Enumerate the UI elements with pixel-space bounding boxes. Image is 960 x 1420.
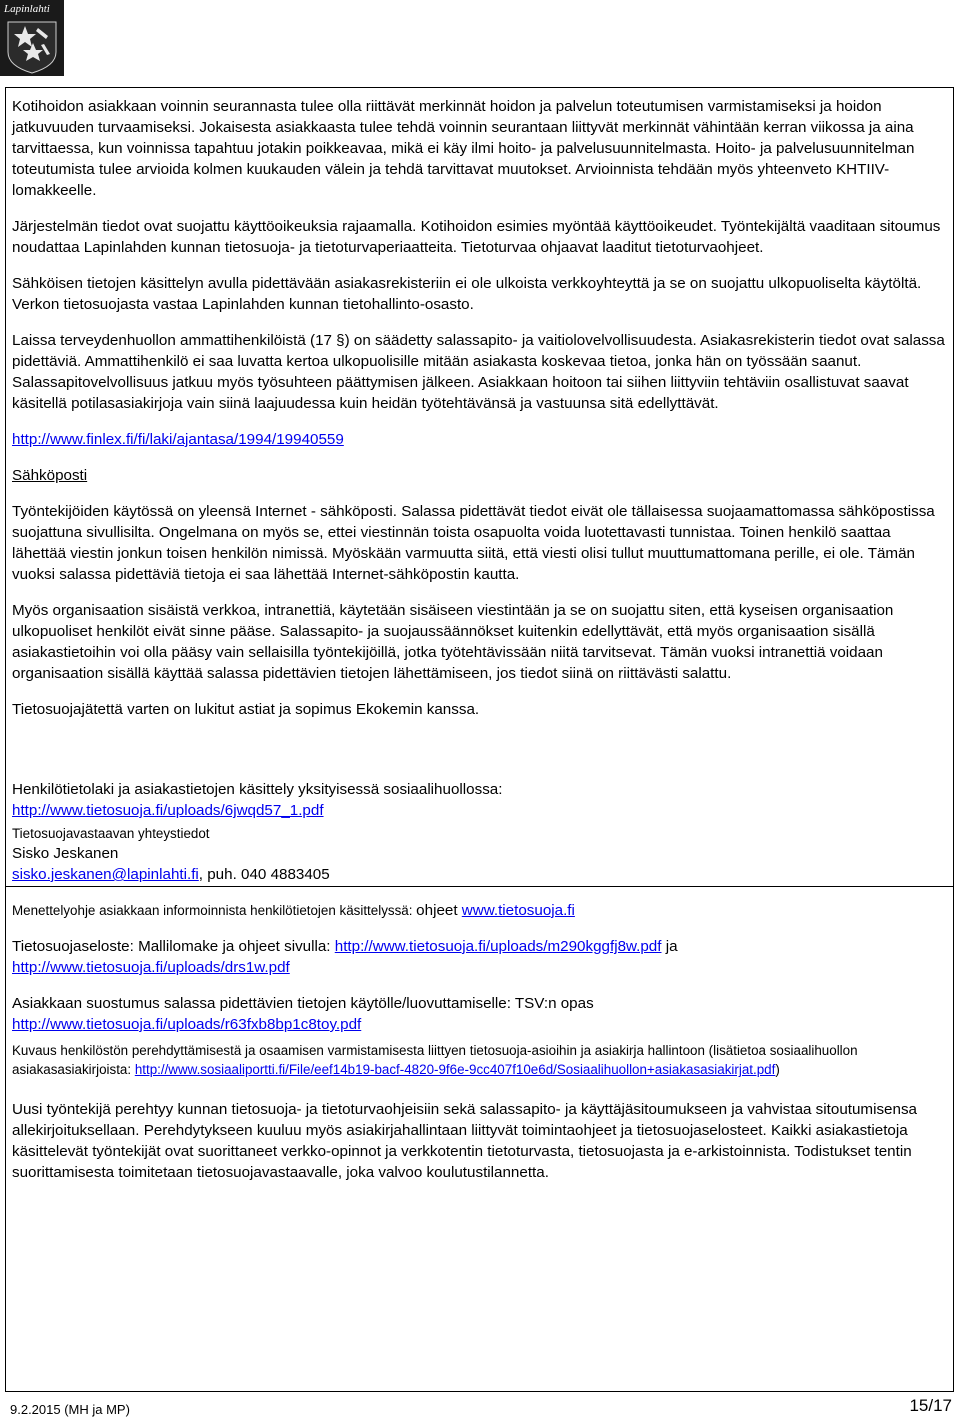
email-heading: Sähköposti [12,467,88,484]
municipality-logo [0,0,64,76]
contact-phone: , puh. 040 4883405 [198,866,330,883]
contact-line [12,864,948,885]
orientation-link[interactable]: http://www.sosiaaliportti.fi/File/eef14b19-bacf-4820-9f6e-9cc407f10e6d/Sosiaalihuollon+asiakasasiakirjat.pdf [134,1062,776,1077]
paragraph-monitoring: Kotihoidon asiakkaan voinnin seurannasta tulee olla riittävät merkinnät hoidon ja palvelun toteutumisen varmistamiseksi ja hoidon jatkuvuuden turvaamiseksi. Jokaisesta asiakkaasta tulee tehdä voinnin seurantaan liittyvät merkinnät vähintään kerran viikossa ja aina tarvittaessa, kun voinnissa tapahtuu jotakin poikkeavaa, mikä ei käy ilmi hoito- ja palvelusuunnitelmasta. Hoito- ja palvelusuunnitelman toteutumista tulee arvioida kolmen kuukauden välein ja tehdä tarvittavat muutokset. Arvioinnista tehdään myös yhteenveto KHTIIV-lomakkeelle. [12,98,915,199]
consent-text: Asiakkaan suostumus salassa pidettävien tietojen käytölle/luovuttamiselle: TSV:n opas [12,995,594,1012]
paragraph-access-rights: Järjestelmän tiedot ovat suojattu käyttöoikeuksia rajaamalla. Kotihoidon esimies myöntää käyttöoikeudet. Työntekijältä vaaditaan sitoumus noudattaa Lapinlahden kunnan tietosuoja- ja tietoturvaperiaatteita. Tietoturvaa ohjaavat laaditut tietoturvaohjeet. [12,218,941,256]
paragraph-email: Työntekijöiden käytössä on yleensä Internet - sähköposti. Salassa pidettävät tiedot eivät ole tällaisessa suojaamattomassa sähköpostissa suojattuna sivullisilta. Ongelmana on myös se, ettei viestinnän toista osapuolta voida luotettavasti tunnistaa. Toinen henkilö saattaa lähettää viestin jonkun toisen henkilön nimissä. Myöskään varmuutta siitä, että viesti olisi tullut muuttumattomana perille, ei ole. Tämän vuoksi salassa pidettäviä tietoja ei saa lähettää Internet-sähköpostin kautta. [12,503,935,583]
law-text: Henkilötietolaki ja asiakastietojen käsittely yksityisessä sosiaalihuollossa: [12,781,503,798]
procedure-line [12,900,948,921]
orientation-text: Kuvaus henkilöstön perehdyttämisestä ja osaamisen varmistamisesta liittyen tietosuoja-asioihin ja asiakirja hallintoon (lisätietoa sosiaalihuollon asiakasasiakirjoista: [12,1043,858,1077]
page-number: 15/17 [909,1396,952,1415]
consent-line [12,993,948,1035]
contact-label: Tietosuojavastaavan yhteystiedot [12,826,210,841]
paragraph-confidentiality: Laissa terveydenhuollon ammattihenkilöistä (17 §) on säädetty salassapito- ja vaitiolovelvollisuudesta. Asiakasrekisterin tiedot ovat salassa pidettäviä. Ammattihenkilö ei saa luvatta kertoa ulkopuolisille mitään asiakasta koskevaa tietoa, jonka hän on työssään saanut. Salassapitovelvollisuus jatkuu myös työsuhteen päättymisen jälkeen. Asiakkaan hoitoon tai siihen liittyviin tehtäviin osallistuvat saavat käsitellä potilasasiakirjoja vain siinä laajuudessa kuin heidän työtehtävänsä ja vastuunsa sitä edellyttävät. [12,332,945,412]
paragraph-new-employee: Uusi työntekijä perehtyy kunnan tietosuoja- ja tietoturvaohjeisiin sekä salassapito- ja käyttäjäsitoumukseen ja vahvistaa sitoutumisensa allekirjoituksellaan. Perehdytykseen kuuluu myös asiakirjahallintaan liittyvät toimintaohjeet ja tietosuojaselosteet. Kaikki asiakastietoja käsittelevät työntekijät ovat suorittaneet verkko-opinnot ja verkkotentin tietoturvasta, tietosuojasta ja e-arkistoinnista. Todistukset tentin suorittamisesta toimitetaan tietosuojavastaavalle, joka valvoo koulutustilannetta. [12,1101,917,1181]
paragraph-network: Sähköisen tietojen käsittelyn avulla pidettävään asiakasrekisteriin ei ole ulkoista verkkoyhteyttä ja se on suojattu ulkopuoliselta käytöltä. Verkon tietosuojasta vastaa Lapinlahden kunnan tietohallinto-osasto. [12,275,922,313]
statement-and: ja [661,938,678,955]
paragraph-intranet: Myös organisaation sisäistä verkkoa, intranettiä, käytetään sisäiseen viestintään ja se on suojattu siten, että kyseisen organisaation ulkopuoliset henkilöt eivät sinne pääse. Salassapito- ja suojaussäännökset kuitenkin edellyttävät, että myös organisaation sisällä asiakastietoihin voi olla pääsy vain sellaisilla työntekijöillä, jotka työtehtävissään niitä tarvitsevat. Tämän vuoksi intranettiä voidaan organisaation sisällä käyttää salassa pidettävien tietojen lähettämiseen, jos tiedot siinä on riittävästi salattu. [12,602,894,682]
statement-link-1[interactable]: http://www.tietosuoja.fi/uploads/m290kggfj8w.pdf [334,938,662,955]
procedure-tail: ohjeet [416,902,462,919]
law-reference [12,779,948,821]
law-link[interactable]: http://www.tietosuoja.fi/uploads/6jwqd57_1.pdf [12,802,324,819]
consent-link[interactable]: http://www.tietosuoja.fi/uploads/r63fxb8bp1c8toy.pdf [12,1016,362,1033]
finlex-link[interactable]: http://www.finlex.fi/fi/laki/ajantasa/1994/19940559 [12,431,344,448]
statement-link-2[interactable]: http://www.tietosuoja.fi/uploads/drs1w.pdf [12,959,290,976]
logo-text: Lapinlahti [4,3,50,15]
contact-name: Sisko Jeskanen [12,845,119,862]
document-body [12,96,948,1198]
paragraph-waste: Tietosuojajätettä varten on lukitut astiat ja sopimus Ekokemin kanssa. [12,701,480,718]
statement-line [12,936,948,978]
orientation-close: ) [775,1062,780,1077]
orientation-line [12,1041,948,1079]
procedure-text: Menettelyohje asiakkaan informoinnista henkilötietojen käsittelyssä: [12,903,417,918]
contact-email-link[interactable]: sisko.jeskanen@lapinlahti.fi [12,866,199,883]
procedure-link[interactable]: www.tietosuoja.fi [461,902,575,919]
statement-text: Tietosuojaseloste: Mallilomake ja ohjeet sivulla: [12,938,335,955]
footer-date: 9.2.2015 (MH ja MP) [10,1402,130,1417]
